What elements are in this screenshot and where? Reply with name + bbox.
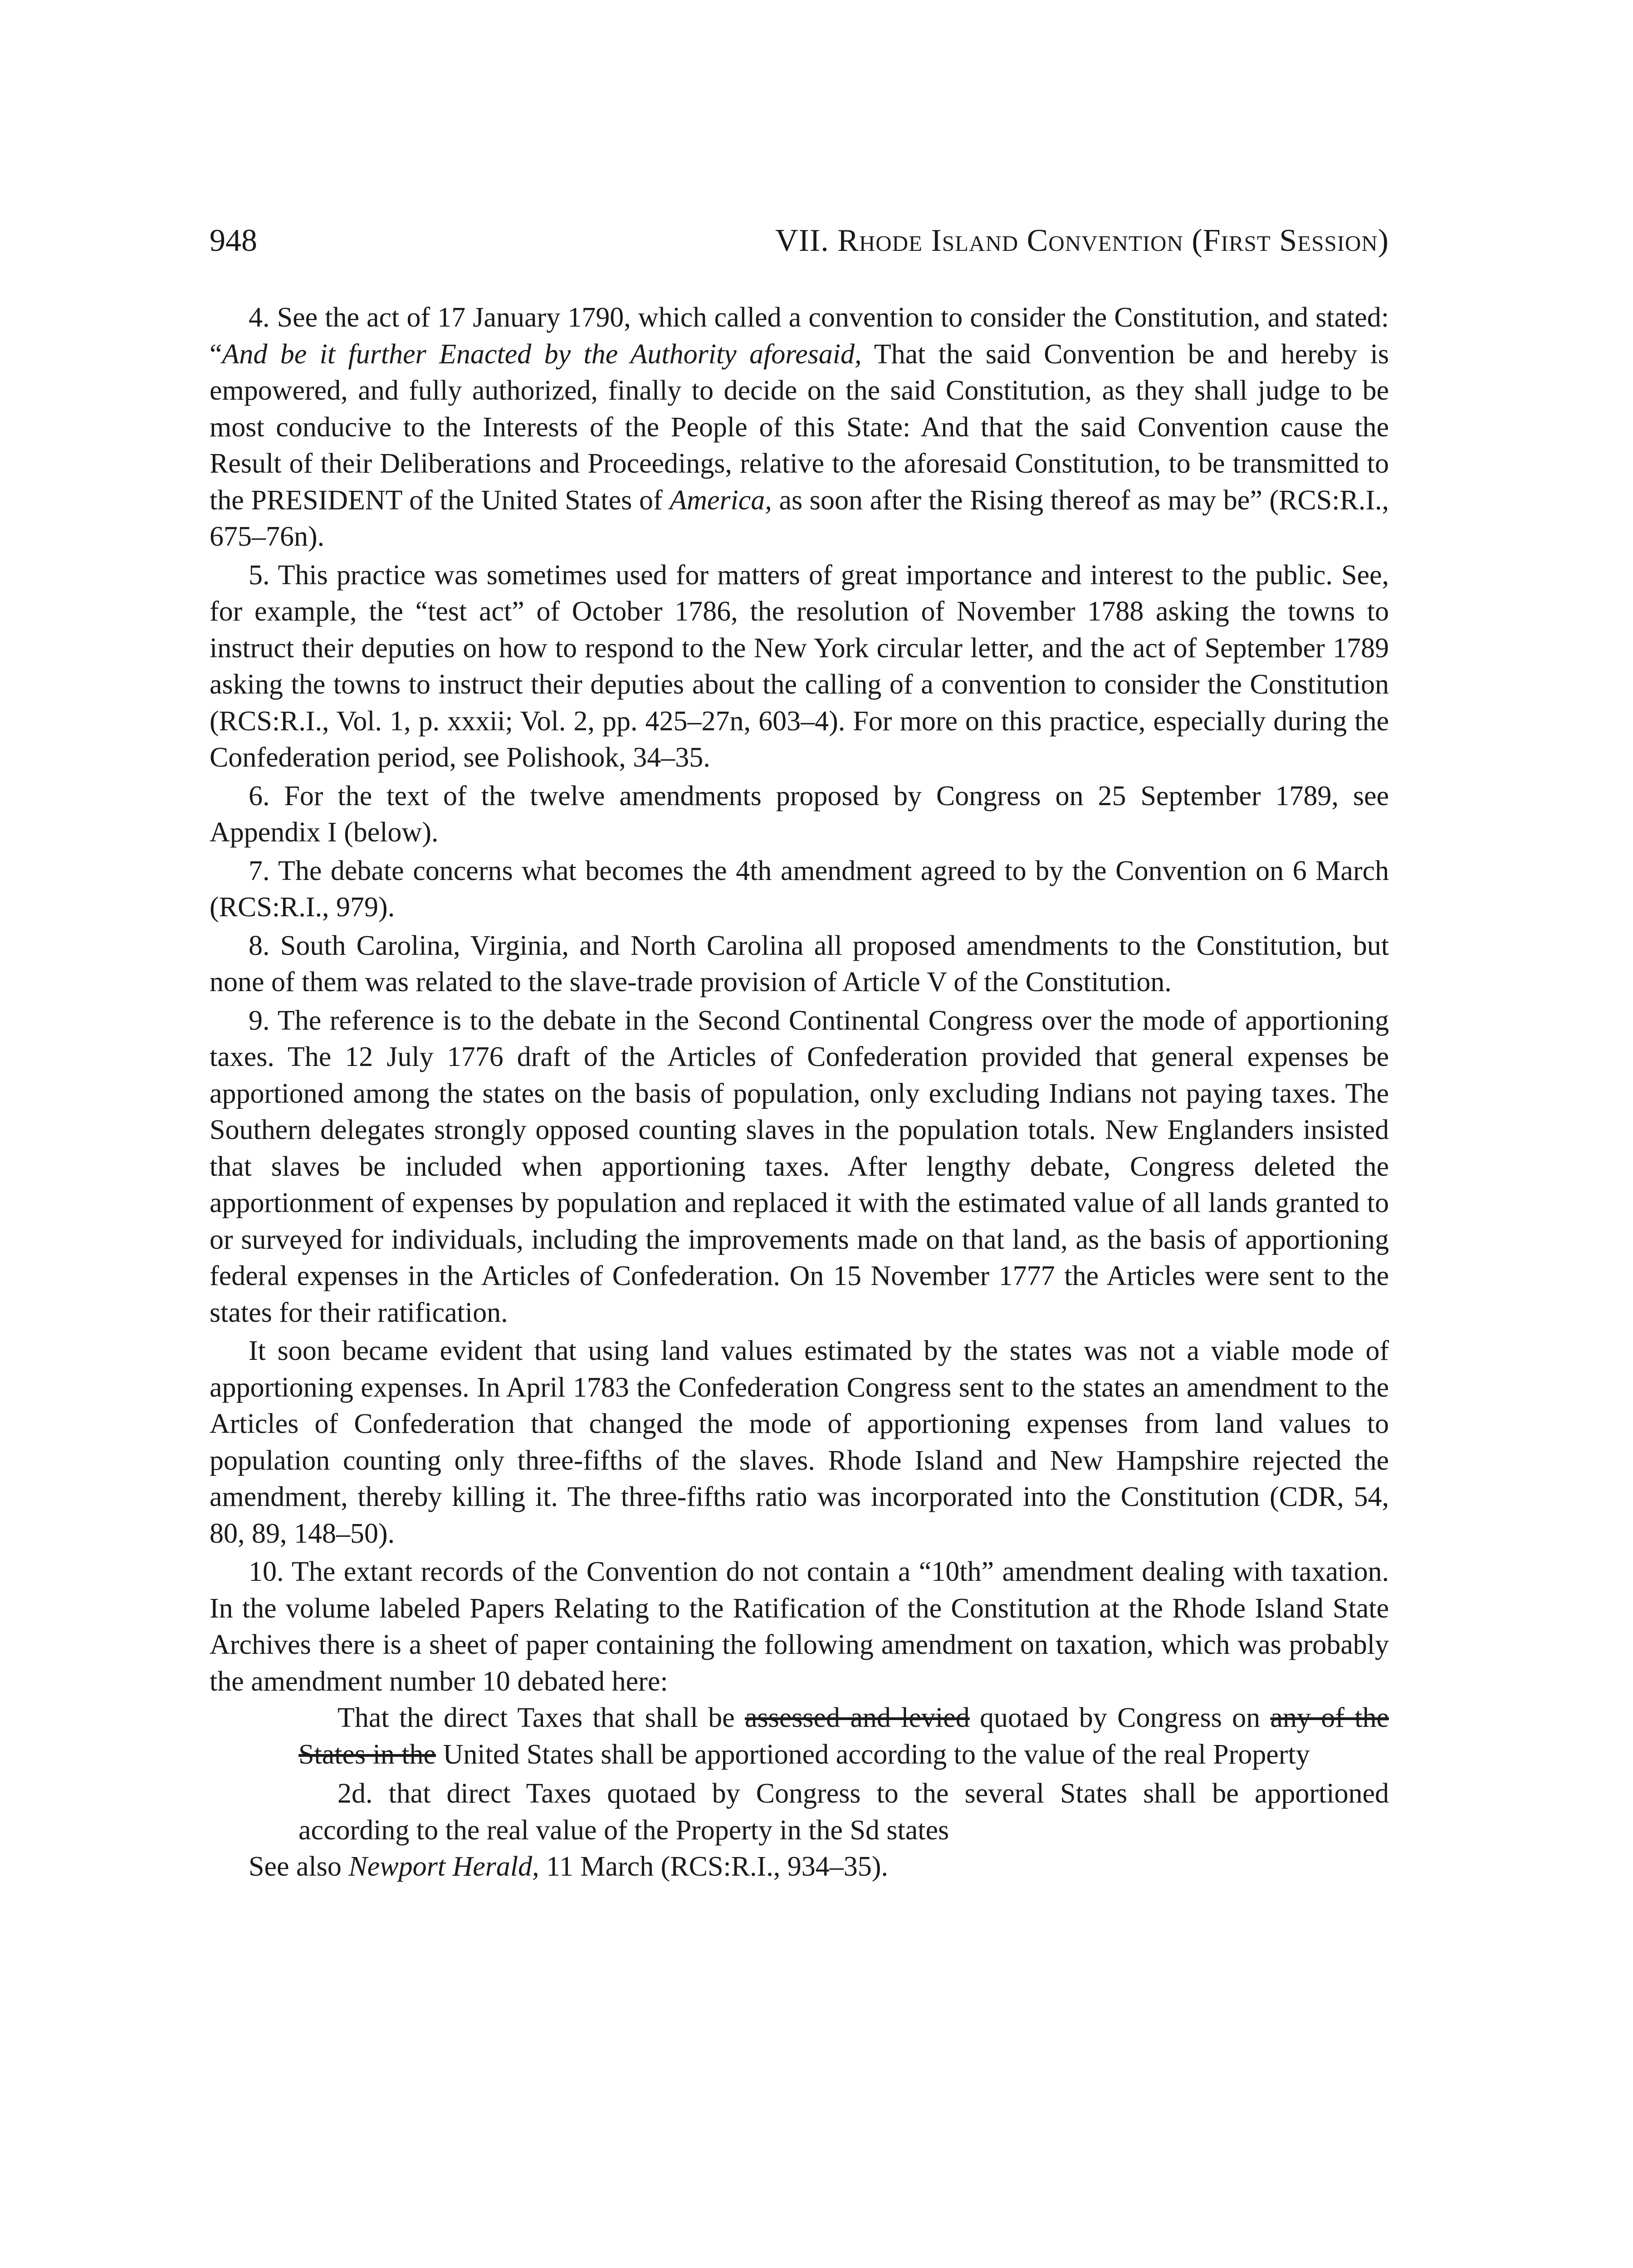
note-9: 9. The reference is to the debate in the Second Continental Congress over the mode of apportioning taxes. The 12 July 1776 draft of the Articles of Confederation provided that general expenses be apportioned among the states on the basis of population, only excluding Indians not paying taxes. The Southern delegates strongly opposed counting slaves in the population totals. New Englanders insisted that slaves be included when apportioning taxes. After lengthy debate, Congress deleted the apportionment of expenses by population and replaced it with the estimated value of all lands granted to or surveyed for individuals, including the improvements made on that land, as the basis of apportioning federal expenses in the Articles of Confederation. On 15 November 1777 the Articles were sent to the states for their ratification. (210, 1005, 1389, 1328)
page-number: 948 (210, 223, 257, 258)
endnotes (210, 299, 1389, 1885)
page-header (210, 220, 1389, 261)
note-9-continued: It soon became evident that using land values estimated by the states was not a viable mode of apportioning expenses. In April 1783 the Confederation Congress sent to the states an amendment to the Articles of Confederation that changed the mode of apportioning expenses from land values to population counting only three-fifths of the slaves. Rhode Island and New Hampshire rejected the amendment, thereby killing it. The three-fifths ratio was incorporated into the Constitution (CDR, 54, 80, 89, 148–50). (210, 1335, 1389, 1549)
running-head: VII. Rhode Island Convention (First Session) (775, 223, 1389, 258)
note-6: 6. For the text of the twelve amendments proposed by Congress on 25 September 1789, see Appendix I (below). (210, 780, 1389, 848)
note-7: 7. The debate concerns what becomes the 4th amendment agreed to by the Convention on 6 March (RCS:R.I., 979). (210, 855, 1389, 923)
note-5: 5. This practice was sometimes used for matters of great importance and interest to the public. See, for example, the “test act” of October 1786, the resolution of November 1788 asking the towns to instruct their deputies on how to respond to the New York circular letter, and the act of September 1789 asking the towns to instruct their deputies about the calling of a convention to consider the Constitution (RCS:R.I., Vol. 1, p. xxxii; Vol. 2, pp. 425–27n, 603–4). For more on this practice, especially during the Confederation period, see Polishook, 34–35. (210, 559, 1389, 773)
note-4: 4. See the act of 17 January 1790, which called a convention to consider the Constitution, and stated: “And be it further Enacted by the Authority aforesaid, That the said Convention be and hereby is empowered, and fully authorized, finally to decide on the said Constitution, as they shall judge to be most conducive to the Interests of the People of this State: And that the said Convention cause the Result of their Deliberations and Proceedings, relative to the aforesaid Constitution, to be transmitted to the PRESIDENT of the United States of America, as soon after the Rising thereof as may be” (RCS:R.I., 675–76n). (210, 302, 1389, 552)
struck-text: assessed and levied (744, 1702, 970, 1733)
see-also: See also Newport Herald, 11 March (RCS:R.I., 934–35). (249, 1851, 888, 1882)
note-10: 10. The extant records of the Convention do not contain a “10th” amendment dealing with taxation. In the volume labeled Papers Relating to the Ratification of the Constitution at the Rhode Island State Archives there is a sheet of paper containing the following amendment on taxation, which was probably the amendment number 10 debated here: (210, 1556, 1389, 1697)
quoted-amendment-2: 2d. that direct Taxes quotaed by Congress to the several States shall be apportioned according to the real value of the Property in the Sd states (298, 1778, 1389, 1846)
note-8: 8. South Carolina, Virginia, and North Carolina all proposed amendments to the Constitution, but none of them was related to the slave-trade provision of Article V of the Constitution. (210, 930, 1389, 997)
document-page (210, 0, 1389, 2268)
quoted-amendment-1: That the direct Taxes that shall be assessed and levied quotaed by Congress on any of the States in the United States shall be apportioned according to the value of the real Property (298, 1702, 1389, 1770)
struck-text: any of the States in the (298, 1702, 1389, 1770)
